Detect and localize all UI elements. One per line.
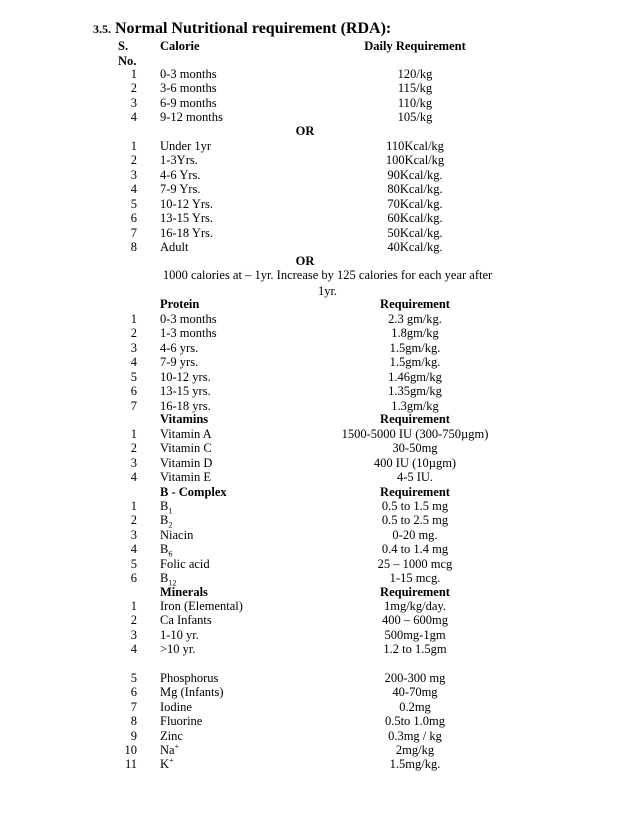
row-number: 6	[130, 571, 137, 585]
protein-heading-title: Protein	[160, 297, 200, 311]
row-label: 16-18 Yrs.	[160, 225, 214, 240]
row-number: 6	[130, 685, 137, 700]
row-requirement: 1.46gm/kg	[388, 369, 442, 384]
protein-heading-requirement-header: Requirement	[380, 297, 450, 311]
row-label: 10-12 Yrs.	[160, 196, 214, 211]
table-row	[0, 757, 638, 771]
table-row	[0, 399, 638, 413]
table-row	[0, 571, 638, 588]
row-label: Vitamin C	[160, 441, 212, 456]
table-row	[0, 240, 638, 254]
table-row	[0, 326, 638, 340]
table-row	[0, 139, 638, 153]
row-number: 7	[130, 699, 137, 714]
row-requirement: 1.35gm/kg	[388, 384, 442, 399]
minerals-heading-requirement-header: Requirement	[380, 585, 450, 599]
row-requirement: 2mg/kg	[395, 743, 435, 757]
table-row	[0, 528, 638, 542]
row-label: 13-15 Yrs.	[160, 211, 214, 226]
table-row	[0, 81, 638, 95]
label-supscript: +	[169, 756, 174, 766]
row-requirement: 40Kcal/kg.	[387, 240, 443, 255]
table-row	[0, 384, 638, 398]
label-base: Iodine	[160, 699, 192, 714]
row-label: 9-12 months	[160, 110, 223, 125]
row-label: 4-6 Yrs.	[160, 167, 201, 182]
label-subscript: 1	[168, 506, 173, 516]
or-label: OR	[295, 254, 315, 268]
label-base: Mg (Infants)	[160, 685, 224, 700]
row-requirement: 1.2 to 1.5gm	[383, 642, 447, 657]
vitamins-heading-title: Vitamins	[160, 412, 209, 426]
row-label	[160, 757, 174, 771]
row-number: 4	[130, 182, 137, 197]
table-row	[0, 557, 638, 571]
row-requirement: 115/kg	[397, 81, 433, 96]
row-label: Adult	[160, 240, 189, 255]
row-requirement: 70Kcal/kg.	[387, 196, 443, 211]
table-row	[0, 642, 638, 656]
daily-requirement-header: Daily Requirement	[364, 39, 466, 53]
row-number: 6	[130, 384, 137, 399]
row-number: 9	[130, 728, 137, 743]
table-row	[0, 153, 638, 167]
row-label: Vitamin A	[160, 427, 212, 441]
table-row	[0, 355, 638, 369]
row-requirement: 100Kcal/kg	[385, 153, 445, 168]
row-label: 10-12 yrs.	[160, 369, 211, 384]
row-requirement: 1.5gm/kg.	[389, 340, 441, 355]
row-label	[160, 571, 177, 588]
row-number: 11	[124, 757, 137, 772]
label-base: Phosphorus	[160, 671, 219, 685]
row-number: 4	[130, 470, 137, 485]
row-number: 1	[130, 312, 137, 326]
row-label	[160, 685, 224, 699]
or-label: OR	[295, 124, 315, 138]
row-label	[160, 671, 218, 685]
row-requirement: 110/kg	[397, 95, 433, 110]
row-label	[160, 528, 193, 542]
or-separator	[0, 124, 638, 138]
row-number: 4	[130, 110, 137, 125]
row-label	[160, 513, 173, 530]
row-requirement: 1500-5000 IU (300-750µgm)	[341, 427, 489, 441]
row-requirement: 1.8gm/kg	[391, 326, 439, 341]
row-label: 1-10 yr.	[160, 627, 199, 642]
table-row	[0, 312, 638, 326]
table-row	[0, 441, 638, 455]
row-label: 1-3 months	[160, 326, 217, 341]
row-requirement: 90Kcal/kg.	[387, 167, 443, 182]
row-requirement: 40-70mg	[392, 685, 438, 700]
row-number: 3	[130, 627, 137, 642]
table-row	[0, 470, 638, 484]
row-label: 4-6 yrs.	[160, 340, 199, 355]
row-number: 1	[130, 599, 137, 613]
label-base: Na	[160, 743, 175, 757]
row-number: 1	[130, 139, 137, 153]
table-row	[0, 110, 638, 124]
row-number: 2	[130, 153, 137, 168]
row-label	[160, 700, 192, 714]
row-requirement: 4-5 IU.	[396, 470, 434, 485]
row-number: 7	[130, 225, 137, 240]
row-number: 3	[130, 340, 137, 355]
label-subscript: 6	[168, 549, 173, 559]
table-row	[0, 197, 638, 211]
table-row	[0, 211, 638, 225]
table-row	[0, 700, 638, 714]
table-row	[0, 729, 638, 743]
row-number: 5	[130, 369, 137, 384]
row-requirement: 110Kcal/kg	[386, 139, 444, 153]
row-requirement: 1.3gm/kg	[391, 398, 439, 413]
table-row	[0, 168, 638, 182]
row-requirement: 0.5 to 2.5 mg	[381, 513, 449, 528]
table-row	[0, 96, 638, 110]
protein-heading	[0, 297, 638, 311]
vitamins-heading	[0, 412, 638, 426]
row-requirement: 25 – 1000 mcg	[377, 556, 453, 571]
row-requirement: 0-20 mg.	[392, 527, 438, 542]
row-requirement: 2.3 gm/kg.	[388, 312, 442, 326]
sno-header-line2: No.	[118, 54, 137, 68]
row-number: 5	[130, 196, 137, 211]
row-requirement: 0.5 to 1.5 mg	[381, 499, 449, 513]
row-requirement: 0.4 to 1.4 mg	[381, 542, 449, 557]
row-label: 6-9 months	[160, 95, 217, 110]
label-subscript: 12	[168, 578, 177, 588]
table-row	[0, 341, 638, 355]
row-number: 1	[130, 499, 137, 513]
vitamins-heading-requirement-header: Requirement	[380, 412, 450, 426]
row-requirement: 105/kg	[397, 110, 433, 125]
table-row	[0, 456, 638, 470]
row-requirement: 1-15 mcg.	[389, 571, 441, 585]
label-base: Fluorine	[160, 714, 203, 729]
label-base: B	[160, 513, 169, 528]
label-supscript: +	[174, 741, 180, 751]
row-requirement: 1.5mg/kg.	[389, 757, 441, 772]
table-row	[0, 226, 638, 240]
label-subscript: 2	[168, 520, 173, 530]
row-label: 16-18 yrs.	[160, 398, 211, 413]
row-label: Under 1yr	[160, 139, 212, 153]
row-number: 5	[130, 556, 137, 571]
row-label: 7-9 Yrs.	[160, 182, 201, 197]
row-requirement: 1.5gm/kg.	[389, 355, 441, 370]
minerals-heading	[0, 585, 638, 599]
row-number: 3	[130, 95, 137, 110]
row-label: Vitamin E	[160, 470, 211, 485]
label-base: B	[160, 499, 169, 513]
row-number: 2	[130, 81, 137, 96]
page-title: Normal Nutritional requirement (RDA):	[115, 20, 392, 37]
table-row	[0, 513, 638, 530]
label-base: Niacin	[160, 527, 194, 542]
row-label: 3-6 months	[160, 81, 217, 96]
section-title	[93, 20, 391, 38]
row-number: 1	[130, 427, 137, 441]
table-row	[0, 743, 638, 757]
row-number: 2	[130, 441, 137, 456]
row-label: 0-3 months	[160, 67, 217, 81]
row-number: 6	[130, 211, 137, 226]
row-number: 2	[130, 326, 137, 341]
row-label: 0-3 months	[160, 312, 217, 326]
label-base: B	[160, 542, 169, 557]
row-requirement: 400 – 600mg	[382, 613, 448, 628]
row-number: 5	[130, 671, 137, 685]
row-number: 1	[130, 67, 137, 81]
row-number: 3	[130, 167, 137, 182]
row-number: 4	[130, 642, 137, 657]
table-row	[0, 542, 638, 559]
row-requirement: 50Kcal/kg.	[387, 225, 443, 240]
row-number: 7	[130, 398, 137, 413]
table-row	[0, 67, 638, 81]
row-requirement: 0.2mg	[399, 699, 431, 714]
row-requirement: 0.5to 1.0mg	[384, 714, 446, 729]
label-base: Zinc	[160, 728, 183, 743]
row-requirement: 1mg/kg/day.	[383, 599, 447, 613]
table-header-2	[0, 54, 638, 68]
label-base: Folic acid	[160, 556, 210, 571]
table-row	[0, 671, 638, 685]
row-requirement: 0.3mg / kg	[388, 728, 442, 743]
calorie-note: 1000 calories at – 1yr. Increase by 125 calories for each year after 1yr.	[162, 268, 493, 298]
table-row	[0, 685, 638, 699]
row-label	[160, 729, 183, 743]
sno-header: S.	[118, 39, 129, 53]
table-row	[0, 182, 638, 196]
row-number: 4	[130, 542, 137, 557]
b-complex-heading-requirement-header: Requirement	[380, 485, 450, 499]
table-row	[0, 613, 638, 627]
row-requirement: 80Kcal/kg.	[387, 182, 443, 197]
row-number: 3	[130, 455, 137, 470]
row-label	[160, 743, 179, 757]
row-requirement: 400 IU (10µgm)	[373, 455, 457, 470]
label-base: K	[160, 757, 170, 772]
row-requirement: 60Kcal/kg.	[387, 211, 443, 226]
table-row	[0, 599, 638, 613]
row-label: 1-3Yrs.	[160, 153, 198, 168]
table-row	[0, 427, 638, 441]
row-label	[160, 542, 173, 559]
row-requirement: 200-300 mg	[384, 671, 446, 685]
row-number: 8	[130, 240, 137, 255]
section-number: 3.5.	[93, 22, 111, 36]
row-label: 13-15 yrs.	[160, 384, 211, 399]
row-label: Iron (Elemental)	[160, 599, 243, 613]
table-header	[0, 39, 638, 53]
b-complex-heading	[0, 485, 638, 499]
label-base: B	[160, 571, 169, 585]
row-requirement: 30-50mg	[392, 441, 438, 456]
row-number: 2	[130, 513, 137, 528]
or-separator	[0, 254, 638, 268]
table-row	[0, 370, 638, 384]
row-number: 2	[130, 613, 137, 628]
row-label: Ca Infants	[160, 613, 212, 628]
row-label: Vitamin D	[160, 455, 213, 470]
row-label	[160, 557, 210, 571]
calorie-header: Calorie	[160, 39, 200, 53]
row-number: 4	[130, 355, 137, 370]
row-requirement: 500mg-1gm	[384, 627, 446, 642]
row-number: 10	[124, 743, 137, 757]
row-label: 7-9 yrs.	[160, 355, 199, 370]
row-number: 8	[130, 714, 137, 729]
row-label	[160, 714, 202, 728]
row-requirement: 120/kg	[397, 67, 433, 81]
table-row	[0, 714, 638, 728]
row-label: >10 yr.	[160, 642, 196, 657]
row-label	[160, 499, 173, 516]
row-number: 3	[130, 527, 137, 542]
minerals-heading-title: Minerals	[160, 585, 208, 599]
table-row	[0, 499, 638, 516]
table-row	[0, 628, 638, 642]
b-complex-heading-title: B - Complex	[160, 485, 227, 499]
